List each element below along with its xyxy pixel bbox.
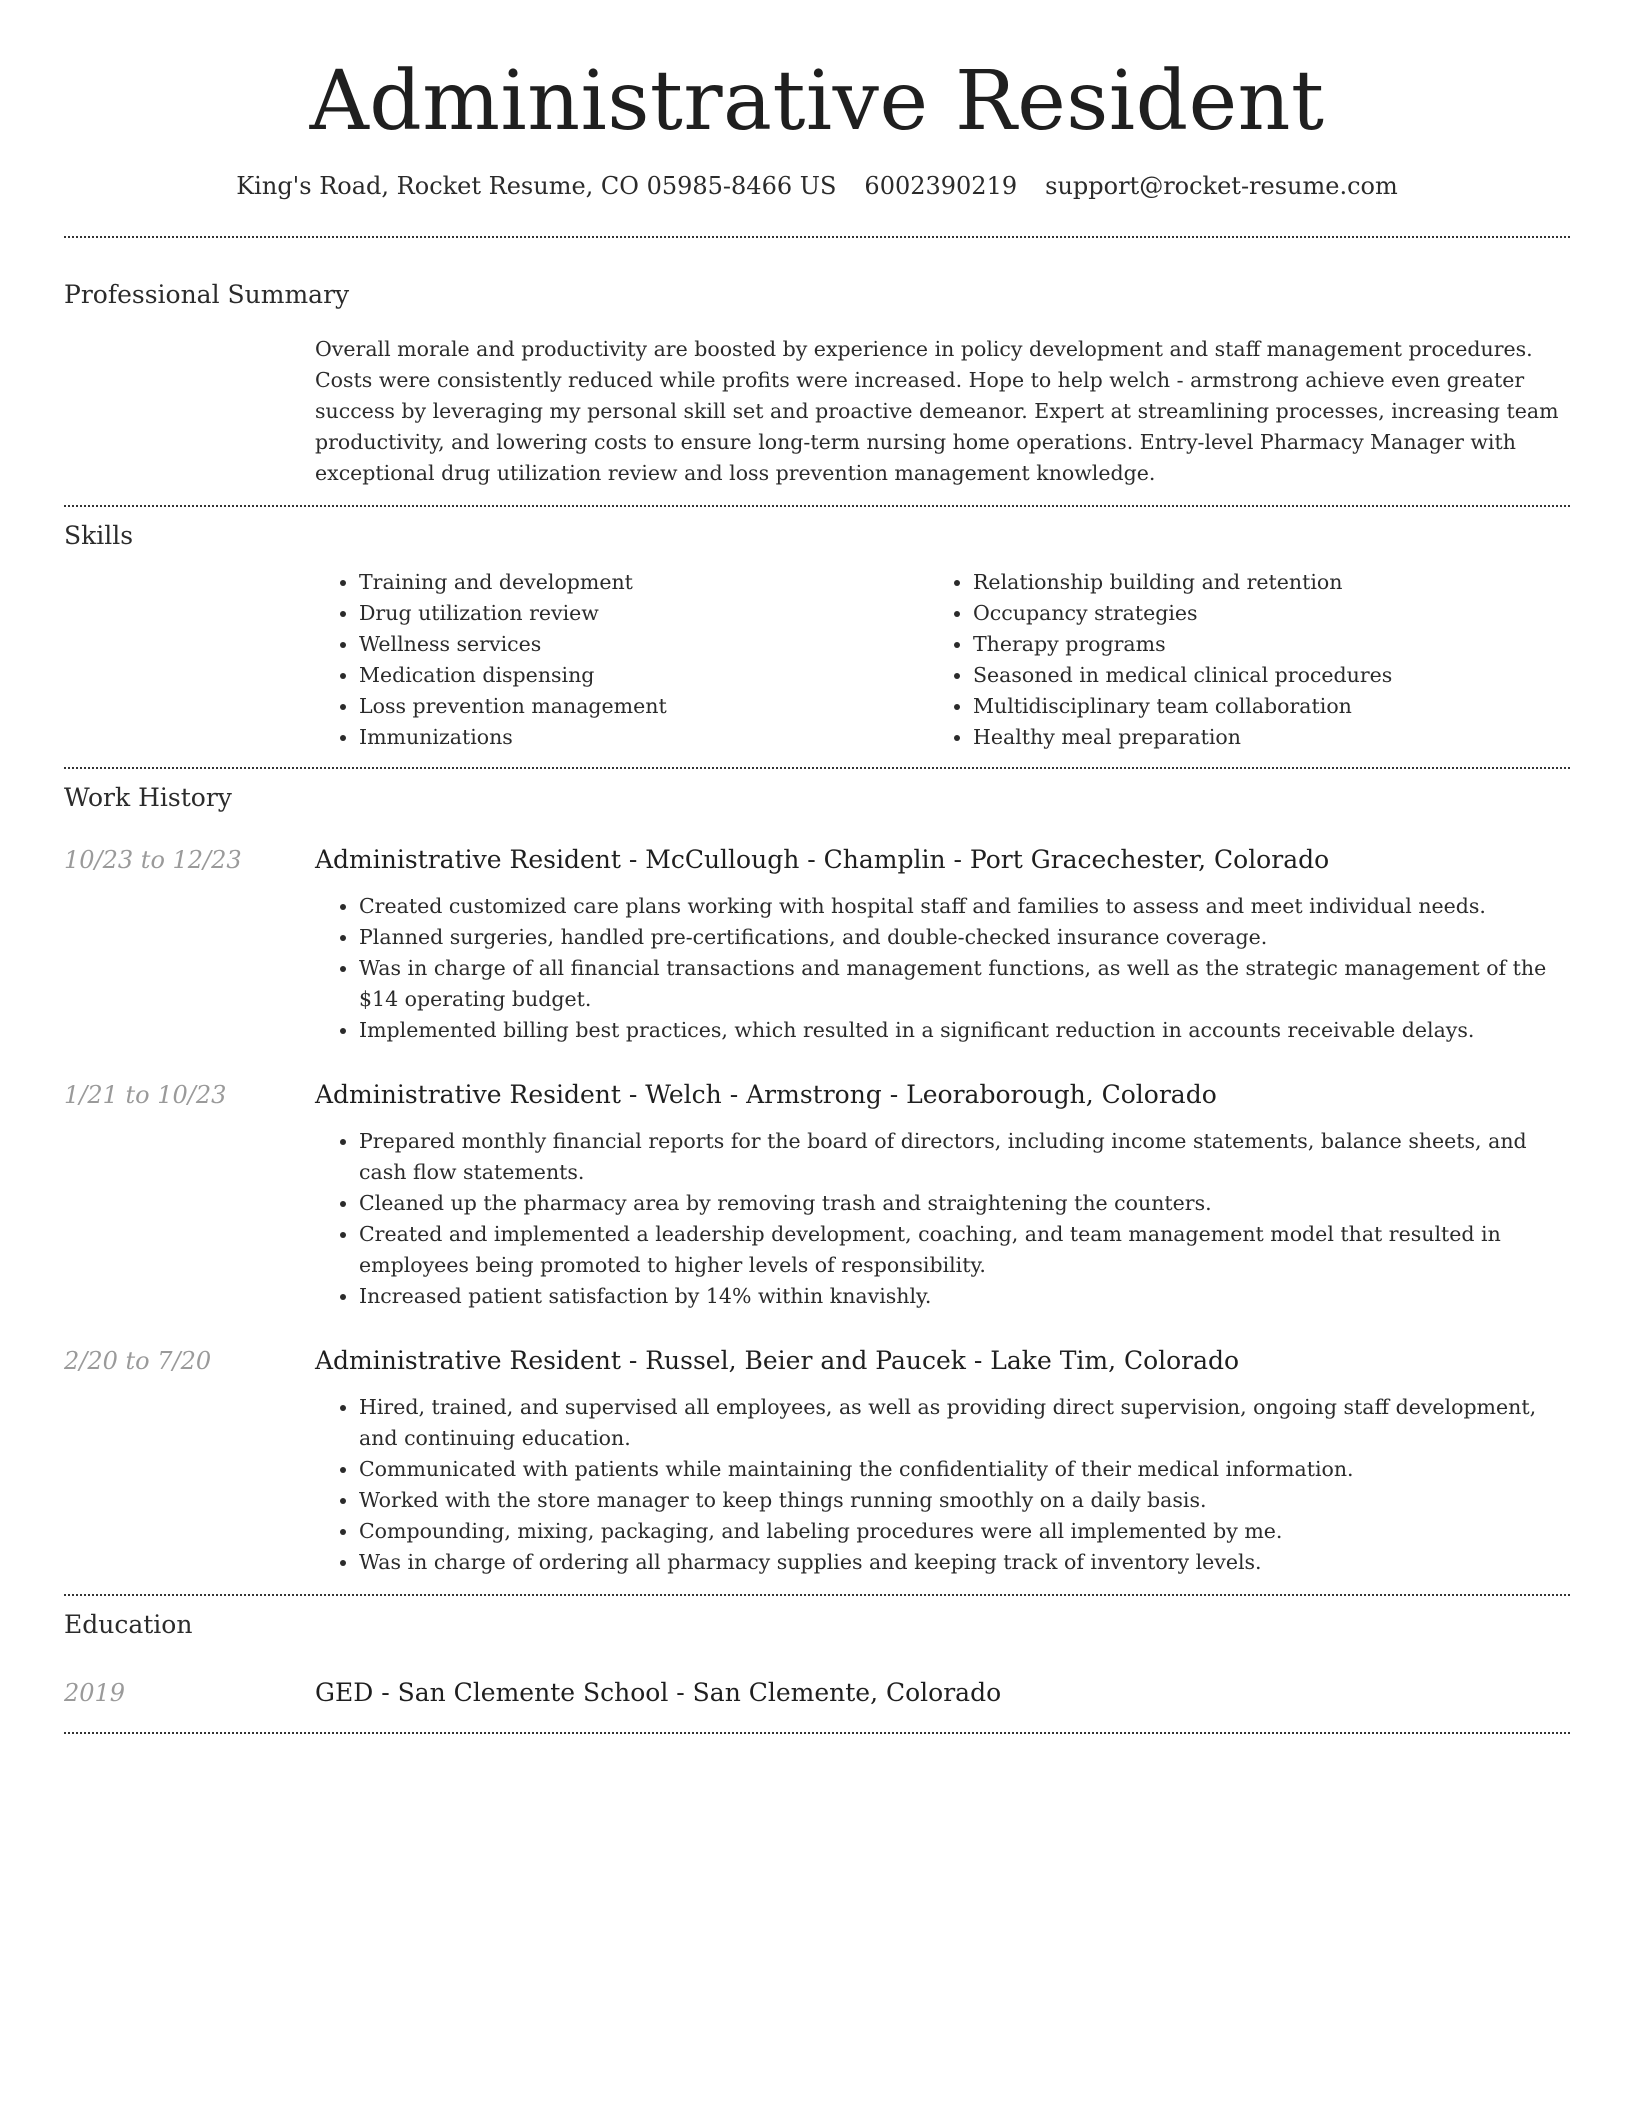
job-entry	[64, 1078, 1570, 1312]
job-bullet: • Increased patient satisfaction by 14% within knavishly.	[359, 1281, 1570, 1312]
skill-item: • Drug utilization review	[359, 598, 929, 629]
education-title: GED - San Clemente School - San Clemente, Colorado	[315, 1678, 1002, 1707]
summary-heading: Professional Summary	[64, 280, 350, 309]
skill-item: • Occupancy strategies	[973, 598, 1543, 629]
job-bullet: • Was in charge of all financial transactions and management functions, as well as the strategic management of the $14 operating budget.	[359, 953, 1570, 1015]
skill-item: • Training and development	[359, 567, 929, 598]
skill-item: • Healthy meal preparation	[973, 722, 1543, 753]
summary-section	[64, 278, 1570, 489]
skill-item: • Therapy programs	[973, 629, 1543, 660]
resume-page	[64, 0, 1570, 1734]
job-bullet: • Planned surgeries, handled pre-certifications, and double-checked insurance coverage.	[359, 922, 1570, 953]
job-header	[64, 1344, 1570, 1378]
job-bullets	[64, 891, 1570, 1046]
contact-line	[64, 170, 1570, 202]
job-bullet: • Created customized care plans working with hospital staff and families to assess and meet individual needs.	[359, 891, 1570, 922]
work-history-section	[64, 781, 1570, 1578]
skill-item: • Medication dispensing	[359, 660, 929, 691]
skills-list-right	[929, 567, 1543, 753]
contact-email[interactable]: support@rocket-resume.com	[1045, 172, 1398, 200]
skill-item: • Seasoned in medical clinical procedures	[973, 660, 1543, 691]
job-title: Administrative Resident - McCullough - Champlin - Port Gracechester, Colorado	[315, 845, 1330, 874]
job-bullet: • Compounding, mixing, packaging, and labeling procedures were all implemented by me.	[359, 1516, 1570, 1547]
job-bullet: • Communicated with patients while maintaining the confidentiality of their medical information.	[359, 1454, 1570, 1485]
job-bullet: • Hired, trained, and supervised all employees, as well as providing direct supervision, ongoing staff development, and continuing education.	[359, 1392, 1570, 1454]
education-heading: Education	[64, 1610, 193, 1639]
skill-item: • Wellness services	[359, 629, 929, 660]
summary-text: Overall morale and productivity are boosted by experience in policy development and staff management procedures. Costs were consistently reduced while profits were increased. Hope to help welch - armstrong achieve even greater success by leveraging my personal skill set and proactive demeanor. Expert at streamlining processes, increasing team productivity, and lowering costs to ensure long-term nursing home operations. Entry-level Pharmacy Manager with exceptional drug utilization review and loss prevention management knowledge.	[315, 337, 1559, 485]
job-entry	[64, 843, 1570, 1046]
divider	[64, 505, 1570, 507]
divider	[64, 1732, 1570, 1734]
skill-item: • Loss prevention management	[359, 691, 929, 722]
job-bullets	[64, 1392, 1570, 1578]
skill-item: • Multidisciplinary team collaboration	[973, 691, 1543, 722]
job-bullets	[64, 1126, 1570, 1312]
job-dates: 1/21 to 10/23	[64, 1081, 227, 1109]
job-header	[64, 1078, 1570, 1112]
education-entry	[64, 1676, 1570, 1710]
job-header	[64, 843, 1570, 877]
contact-address: King's Road, Rocket Resume, CO 05985-8466 US	[236, 172, 837, 200]
work-history-heading: Work History	[64, 783, 232, 812]
job-dates: 10/23 to 12/23	[64, 846, 242, 874]
job-title: Administrative Resident - Russel, Beier and Paucek - Lake Tim, Colorado	[315, 1346, 1240, 1375]
job-entry	[64, 1344, 1570, 1578]
job-bullet: • Cleaned up the pharmacy area by removing trash and straightening the counters.	[359, 1188, 1570, 1219]
skills-columns	[315, 567, 1570, 753]
job-bullet: • Was in charge of ordering all pharmacy supplies and keeping track of inventory levels.	[359, 1547, 1570, 1578]
job-title: Administrative Resident - Welch - Armstrong - Leoraborough, Colorado	[315, 1080, 1217, 1109]
education-year: 2019	[64, 1679, 126, 1707]
education-section	[64, 1608, 1570, 1710]
job-bullet: • Implemented billing best practices, which resulted in a significant reduction in accounts receivable delays.	[359, 1015, 1570, 1046]
job-bullet: • Created and implemented a leadership development, coaching, and team management model that resulted in employees being promoted to higher levels of responsibility.	[359, 1219, 1570, 1281]
contact-phone: 6002390219	[864, 172, 1018, 200]
skill-item: • Relationship building and retention	[973, 567, 1543, 598]
job-bullet: • Prepared monthly financial reports for the board of directors, including income statements, balance sheets, and cash flow statements.	[359, 1126, 1570, 1188]
candidate-name: Administrative Resident	[309, 54, 1325, 149]
skills-section	[64, 519, 1570, 753]
divider	[64, 767, 1570, 769]
skills-list-left	[315, 567, 929, 753]
job-dates: 2/20 to 7/20	[64, 1347, 212, 1375]
skill-item: • Immunizations	[359, 722, 929, 753]
job-bullet: • Worked with the store manager to keep things running smoothly on a daily basis.	[359, 1485, 1570, 1516]
skills-heading: Skills	[64, 521, 134, 550]
divider	[64, 236, 1570, 238]
divider	[64, 1594, 1570, 1596]
